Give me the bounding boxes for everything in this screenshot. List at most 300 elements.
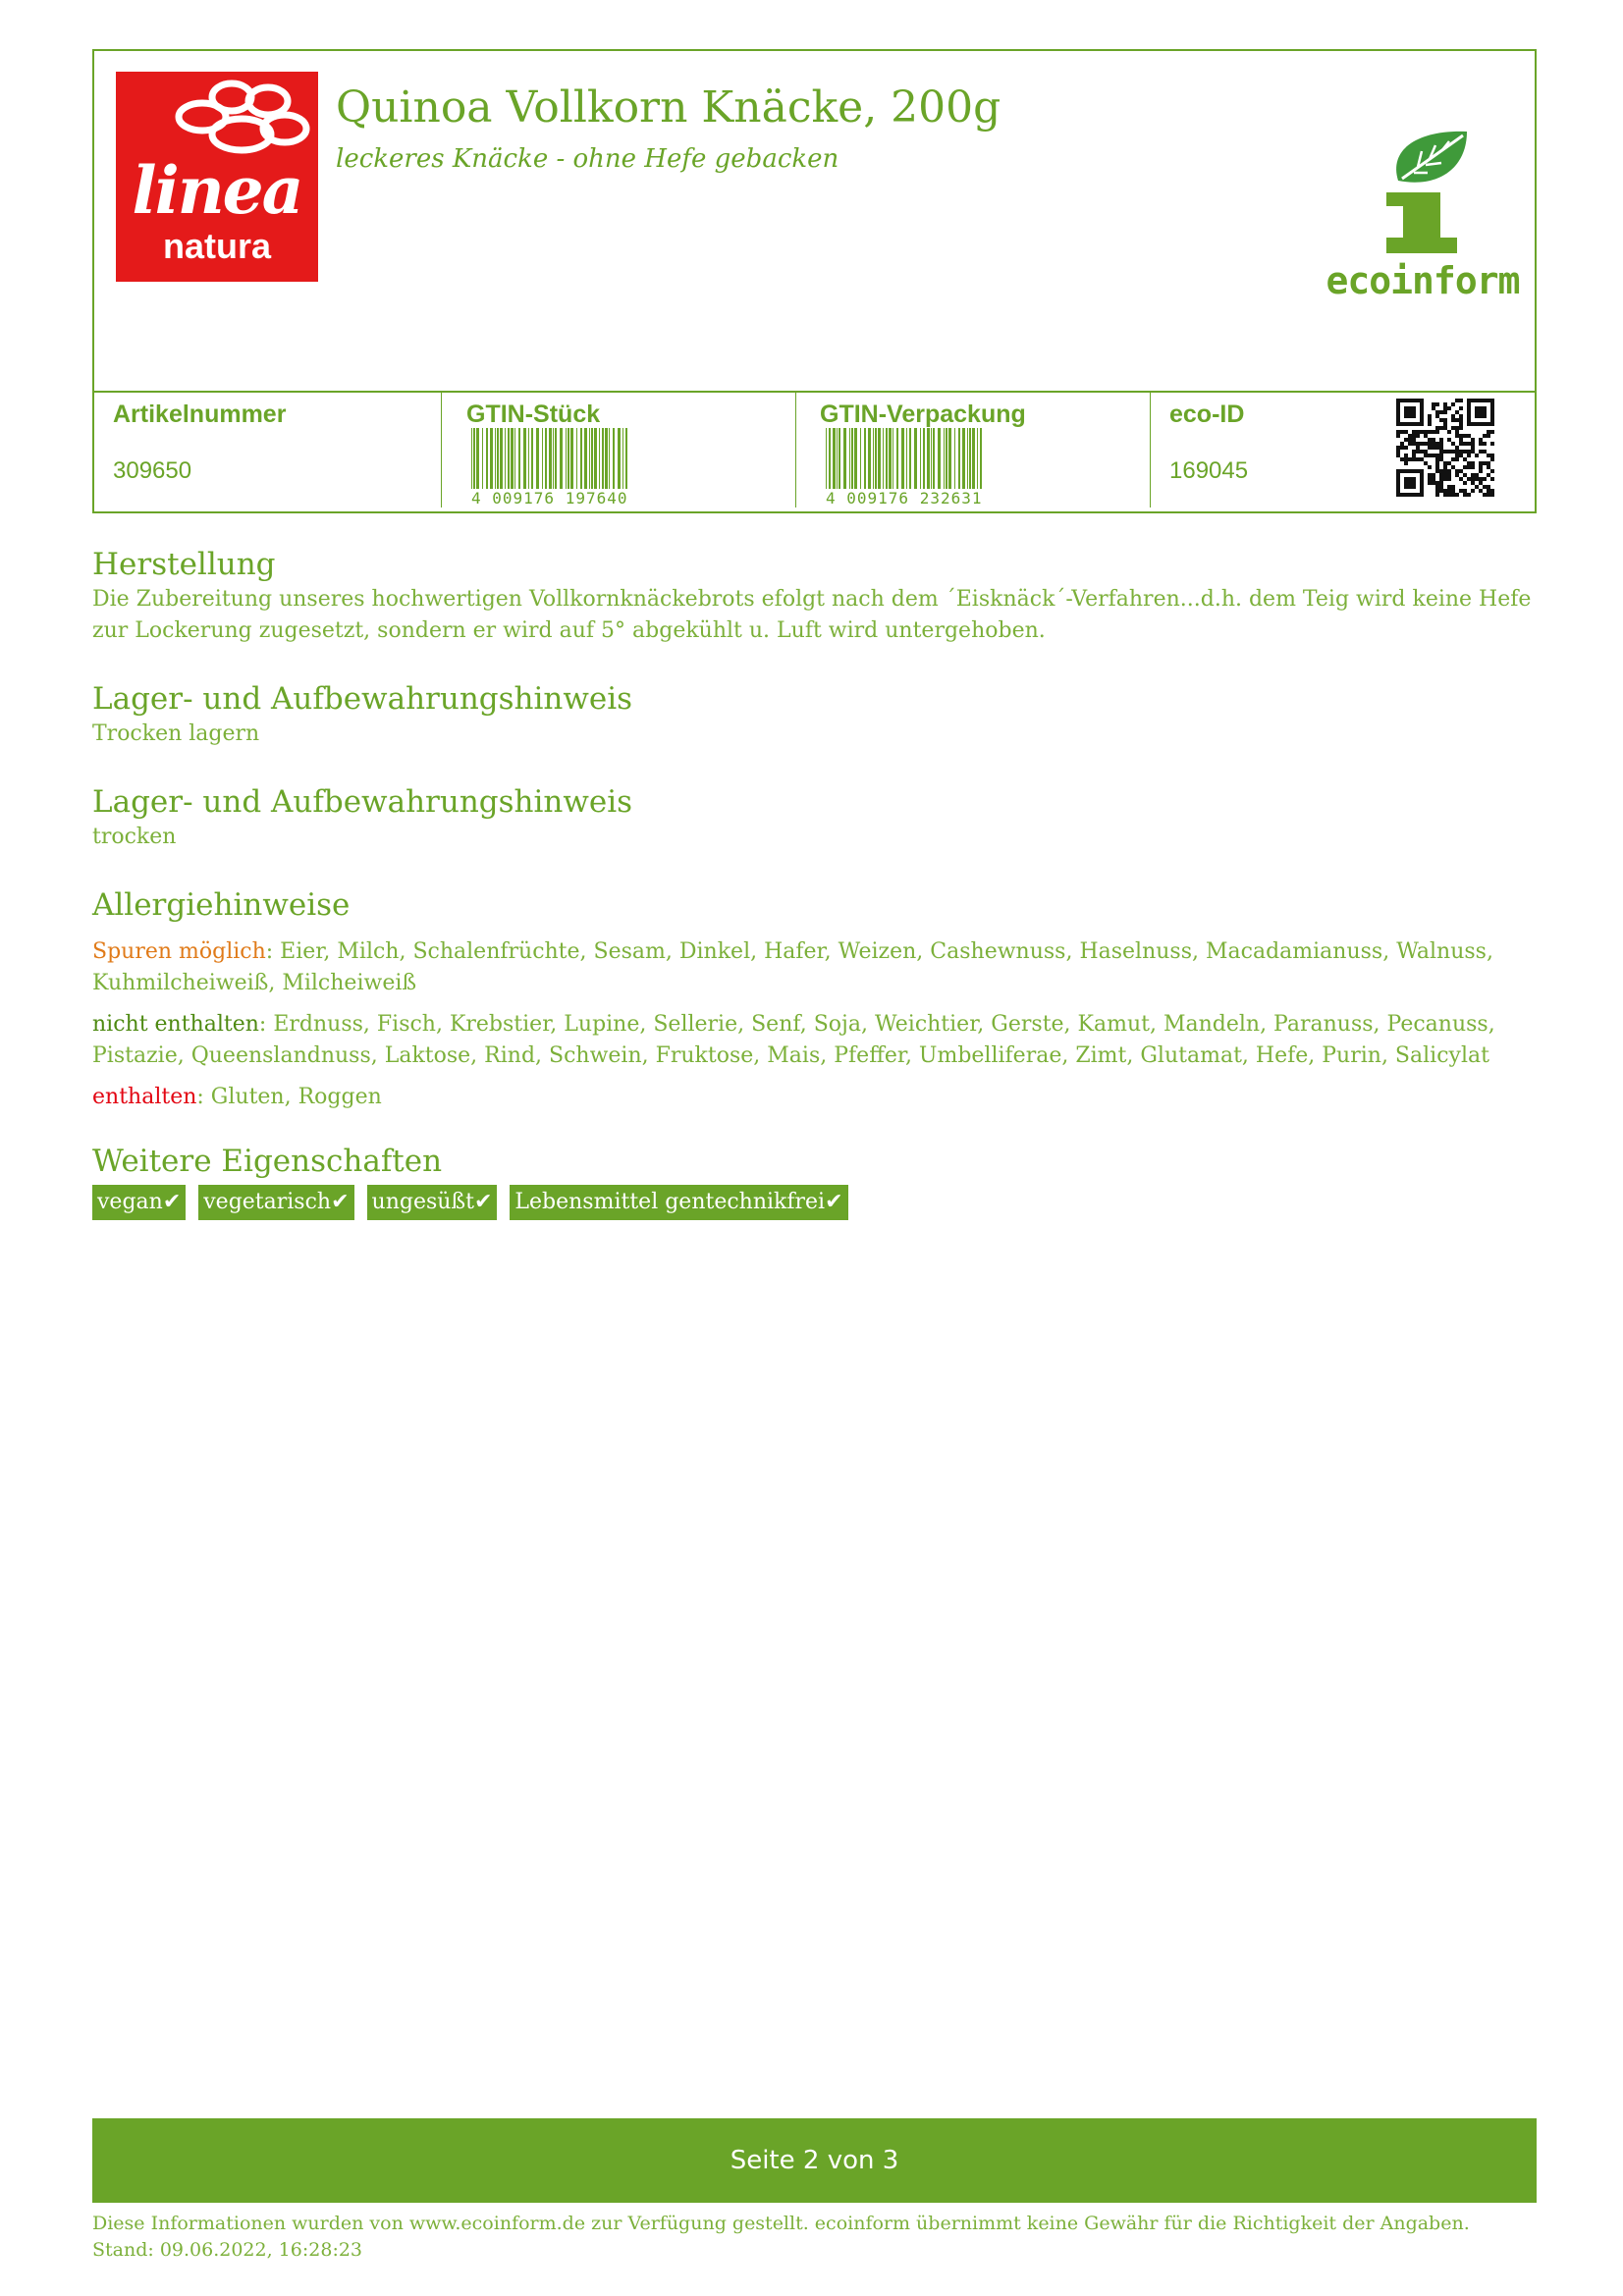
property-badges [92,1185,1537,1220]
barcode-bar [906,428,907,495]
barcode-bar [497,428,499,495]
barcode-bar [883,428,884,495]
barcode-bar [549,428,552,495]
qr-module [1416,430,1420,434]
qr-module [1467,402,1471,406]
qr-module [1479,465,1483,469]
qr-module [1490,442,1494,446]
qr-module [1396,422,1400,426]
qr-module [1416,446,1420,450]
gtin-stueck-digits: 4 009176 197640 [471,489,628,507]
traces-list: : Eier, Milch, Schalenfrüchte, Sesam, Dinkel, Hafer, Weizen, Cashewnuss, Haselnuss, Macadamianuss, Walnuss, Kuhmilcheiweiß, Milcheiweiß [92,939,1493,995]
qr-module [1443,426,1447,430]
qr-module [1451,414,1455,418]
traces-label: Spuren möglich [92,939,266,964]
barcode-bar [514,428,515,495]
qr-module [1447,469,1451,473]
qr-module [1487,485,1490,489]
qr-module [1420,442,1424,446]
qr-module [1467,414,1471,418]
not-contained-label: nicht enthalten [92,1012,259,1037]
qr-module [1396,434,1400,438]
qr-module [1443,489,1447,493]
qr-module [1459,477,1463,481]
qr-module [1490,422,1494,426]
badge-ungesuesst: ungesüßt✔ [367,1185,498,1220]
qr-module [1471,450,1475,454]
qr-module [1439,450,1443,454]
qr-module [1483,422,1487,426]
barcode-bar [591,428,593,495]
contained-label: enthalten [92,1085,197,1109]
barcode-bar [873,428,874,495]
qr-module [1459,438,1463,442]
disclaimer-text: Diese Informationen wurden von www.ecoinform.de zur Verfügung gestellt. ecoinform übernimmt keine Gewähr für die Richtigkeit der Angaben. [92,2213,1470,2234]
qr-module [1439,446,1443,450]
qr-module [1396,410,1400,414]
qr-module [1490,410,1494,414]
qr-code-icon [1396,399,1494,497]
gtin-stueck-cell [442,393,795,513]
contained-list: : Gluten, Roggen [196,1085,382,1109]
qr-module [1439,418,1443,422]
qr-module [1479,477,1483,481]
qr-module [1412,469,1416,473]
qr-module [1479,438,1483,442]
qr-module [1451,457,1455,461]
qr-module [1420,422,1424,426]
qr-module [1404,430,1408,434]
qr-module [1463,493,1467,497]
barcode-bar [482,428,483,495]
qr-module [1487,454,1490,457]
qr-module [1447,493,1451,497]
qr-module [1439,426,1443,430]
qr-module [1455,457,1459,461]
qr-module [1408,485,1412,489]
qr-module [1439,481,1443,485]
barcode-bar [933,428,935,495]
qr-module [1404,461,1408,465]
qr-module [1471,438,1475,442]
barcode-bar [495,428,496,495]
qr-module [1396,402,1400,406]
qr-module [1396,406,1400,410]
qr-module [1408,469,1412,473]
barcode-bar [555,428,557,495]
qr-module [1490,399,1494,402]
barcode-bar [518,428,520,495]
qr-module [1412,414,1416,418]
barcode-bar [938,428,941,495]
barcode-bar [923,428,925,495]
qr-module [1447,485,1451,489]
qr-module [1447,477,1451,481]
qr-module [1463,457,1467,461]
qr-module [1487,430,1490,434]
qr-module [1455,469,1459,473]
qr-module [1471,489,1475,493]
section-lager-1 [92,679,1537,750]
qr-module [1467,418,1471,422]
barcode-bar [505,428,506,495]
qr-module [1455,410,1459,414]
qr-module [1412,454,1416,457]
qr-module [1416,422,1420,426]
barcode-bar [972,428,975,495]
barcode-bar [889,428,892,495]
gtin-stueck-label: GTIN-Stück [466,400,601,428]
qr-module [1396,430,1400,434]
barcode-bar [618,428,621,495]
barcode-bar [560,428,563,495]
qr-module [1435,442,1439,446]
qr-module [1404,469,1408,473]
qr-module [1451,489,1455,493]
qr-module [1471,465,1475,469]
qr-module [1420,450,1424,454]
qr-module [1396,418,1400,422]
qr-module [1404,406,1408,410]
qr-module [1439,485,1443,489]
qr-module [1416,457,1420,461]
gtin-verpackung-barcode [824,428,987,495]
qr-module [1420,489,1424,493]
qr-module [1483,461,1487,465]
barcode-bar [875,428,877,495]
qr-module [1443,402,1447,406]
logo-text-natura: natura [162,226,272,266]
artikelnummer-label: Artikelnummer [113,400,287,428]
qr-module [1459,422,1463,426]
qr-module [1432,438,1435,442]
qr-module [1475,485,1479,489]
barcode-bar [977,428,978,495]
qr-module [1408,414,1412,418]
qr-module [1428,430,1432,434]
qr-module [1463,473,1467,477]
product-title: Quinoa Vollkorn Knäcke, 200g [336,82,1001,133]
lager-text: trocken [92,825,177,849]
qr-module [1483,414,1487,418]
qr-module [1439,410,1443,414]
qr-module [1400,422,1404,426]
qr-module [1490,454,1494,457]
qr-module [1479,406,1483,410]
product-subtitle: leckeres Knäcke - ohne Hefe gebacken [336,144,839,174]
qr-module [1439,473,1443,477]
qr-module [1459,442,1463,446]
herstellung-text: Die Zubereitung unseres hochwertigen Vollkornknäckebrots efolgt nach dem ´Eisknäck´-Verfahren...d.h. dem Teig wird keine Hefe zur Lockerung zugesetzt, sondern er wird auf 5° abgekühlt u. Luft wird untergehoben. [92,587,1532,643]
qr-module [1420,406,1424,410]
gtin-verpackung-digits: 4 009176 232631 [826,489,983,507]
qr-module [1463,442,1467,446]
qr-module [1475,406,1479,410]
qr-module [1435,414,1439,418]
barcode-bar [868,428,871,495]
qr-module [1439,457,1443,461]
qr-module [1447,430,1451,434]
badge-gentechnikfrei: Lebensmittel gentechnikfrei✔ [510,1185,847,1220]
qr-module [1412,406,1416,410]
qr-module [1479,410,1483,414]
qr-module [1490,418,1494,422]
qr-module [1467,434,1471,438]
gtin-stueck-barcode [469,428,632,495]
barcode-bar [471,428,472,495]
qr-module [1420,485,1424,489]
qr-module [1435,485,1439,489]
qr-module [1467,442,1471,446]
qr-module [1432,481,1435,485]
qr-module [1404,454,1408,457]
qr-module [1455,473,1459,477]
qr-module [1479,414,1483,418]
barcode-bar [843,428,846,495]
barcode-bar [901,428,904,495]
qr-module [1408,477,1412,481]
barcode-bar [958,428,960,495]
qr-module [1400,430,1404,434]
qr-module [1459,418,1463,422]
qr-module [1435,410,1439,414]
qr-module [1408,410,1412,414]
qr-module [1428,446,1432,450]
qr-module [1412,481,1416,485]
barcode-bar [625,428,627,495]
qr-module [1404,399,1408,402]
qr-module [1412,450,1416,454]
qr-module [1471,473,1475,477]
barcode-bar [851,428,853,495]
qr-module [1424,450,1428,454]
qr-module [1424,442,1428,446]
qr-module [1487,434,1490,438]
qr-module [1487,465,1490,469]
timestamp: Stand: 09.06.2022, 16:28:23 [92,2239,363,2261]
badge-vegan: vegan✔ [92,1185,186,1220]
qr-module [1451,402,1455,406]
qr-module [1435,426,1439,430]
qr-module [1412,434,1416,438]
eco-id-label: eco-ID [1169,400,1245,428]
qr-module [1396,493,1400,497]
barcode-bar [837,428,838,495]
qr-module [1443,406,1447,410]
qr-module [1396,399,1400,402]
qr-module [1455,450,1459,454]
barcode-bar [602,428,604,495]
qr-module [1455,434,1459,438]
qr-module [1467,399,1471,402]
qr-module [1490,489,1494,493]
not-contained-list: : Erdnuss, Fisch, Krebstier, Lupine, Sellerie, Senf, Soja, Weichtier, Gerste, Kamut, Mandeln, Paranuss, Pecanuss, Pistazie, Queenslandnuss, Laktose, Rind, Schwein, Fruktose, Mais, Pfeffer, Umbelliferae, Zimt, Glutamat, Hefe, Purin, Salicylat [92,1012,1495,1068]
qr-module [1400,442,1404,446]
qr-module [1479,399,1483,402]
qr-module [1490,402,1494,406]
barcode-bar [927,428,930,495]
qr-module [1467,450,1471,454]
lager-heading: Lager- und Aufbewahrungshinweis [92,784,633,820]
qr-module [1432,454,1435,457]
qr-module [1451,442,1455,446]
qr-module [1463,481,1467,485]
qr-module [1467,477,1471,481]
barcode-bar [896,428,898,495]
qr-module [1439,438,1443,442]
barcode-bar [486,428,488,495]
qr-module [1455,399,1459,402]
barcode-bar [878,428,881,495]
qr-module [1412,422,1416,426]
barcode-bar [531,428,533,495]
qr-module [1420,414,1424,418]
qr-module [1412,399,1416,402]
qr-module [1459,434,1463,438]
qr-module [1432,477,1435,481]
qr-module [1404,446,1408,450]
product-header [92,49,1537,513]
qr-module [1490,414,1494,418]
barcode-bar [599,428,600,495]
barcode-bar [609,428,610,495]
herstellung-heading: Herstellung [92,547,276,582]
qr-module [1479,461,1483,465]
qr-module [1412,442,1416,446]
qr-module [1483,477,1487,481]
qr-module [1475,422,1479,426]
barcode-bar [948,428,951,495]
qr-module [1435,402,1439,406]
qr-module [1483,485,1487,489]
qr-module [1487,461,1490,465]
qr-module [1404,477,1408,481]
qr-module [1416,434,1420,438]
barcode-bar [920,428,921,495]
qr-module [1475,473,1479,477]
qr-module [1396,481,1400,485]
qr-module [1439,489,1443,493]
barcode-bar [570,428,573,495]
qr-module [1435,493,1439,497]
qr-module [1451,485,1455,489]
barcode-bar [944,428,945,495]
qr-module [1404,457,1408,461]
barcode-bar [490,428,493,495]
qr-module [1490,457,1494,461]
barcode-bar [980,428,982,495]
qr-module [1432,402,1435,406]
qr-module [1428,414,1432,418]
qr-module [1459,406,1463,410]
qr-module [1459,426,1463,430]
section-herstellung [92,545,1537,647]
qr-module [1487,422,1490,426]
barcode-bar [826,428,827,495]
qr-module [1467,454,1471,457]
qr-module [1455,446,1459,450]
barcode-bar [967,428,968,495]
qr-module [1412,438,1416,442]
barcode-bar [508,428,510,495]
qr-module [1475,414,1479,418]
qr-module [1490,469,1494,473]
barcode-bar [854,428,857,495]
barcode-bar [969,428,971,495]
qr-module [1435,446,1439,450]
qr-module [1451,418,1455,422]
qr-module [1487,493,1490,497]
qr-module [1404,422,1408,426]
qr-module [1467,465,1471,469]
qr-module [1396,469,1400,473]
qr-module [1439,477,1443,481]
qr-module [1447,450,1451,454]
qr-module [1435,481,1439,485]
qr-module [1420,457,1424,461]
qr-module [1475,399,1479,402]
qr-module [1408,438,1412,442]
barcode-bar [566,428,567,495]
qr-module [1487,473,1490,477]
barcode-bar [568,428,569,495]
qr-module [1424,430,1428,434]
barcode-bar [576,428,577,495]
qr-module [1487,489,1490,493]
qr-module [1428,422,1432,426]
qr-module [1459,399,1463,402]
qr-module [1459,414,1463,418]
qr-module [1447,473,1451,477]
qr-module [1420,469,1424,473]
barcode-bar [946,428,947,495]
qr-module [1408,457,1412,461]
barcode-bar [622,428,623,495]
qr-module [1396,473,1400,477]
barcode-bar [962,428,965,495]
qr-module [1432,406,1435,410]
qr-module [1443,422,1447,426]
qr-module [1416,442,1420,446]
allergy-contained [92,1082,1537,1113]
qr-module [1435,457,1439,461]
qr-module [1428,473,1432,477]
footer-disclaimer [92,2211,1537,2264]
qr-module [1412,430,1416,434]
qr-module [1420,402,1424,406]
qr-module [1424,461,1428,465]
qr-module [1404,438,1408,442]
qr-module [1412,493,1416,497]
qr-module [1400,493,1404,497]
qr-module [1490,430,1494,434]
qr-module [1443,469,1447,473]
qr-module [1451,426,1455,430]
qr-module [1479,469,1483,473]
qr-module [1428,477,1432,481]
qr-module [1408,481,1412,485]
qr-module [1475,477,1479,481]
qr-module [1412,410,1416,414]
qr-module [1412,477,1416,481]
qr-module [1435,430,1439,434]
qr-module [1432,430,1435,434]
qr-module [1420,473,1424,477]
qr-module [1435,461,1439,465]
qr-module [1483,434,1487,438]
qr-module [1471,477,1475,481]
barcode-bar [613,428,615,495]
